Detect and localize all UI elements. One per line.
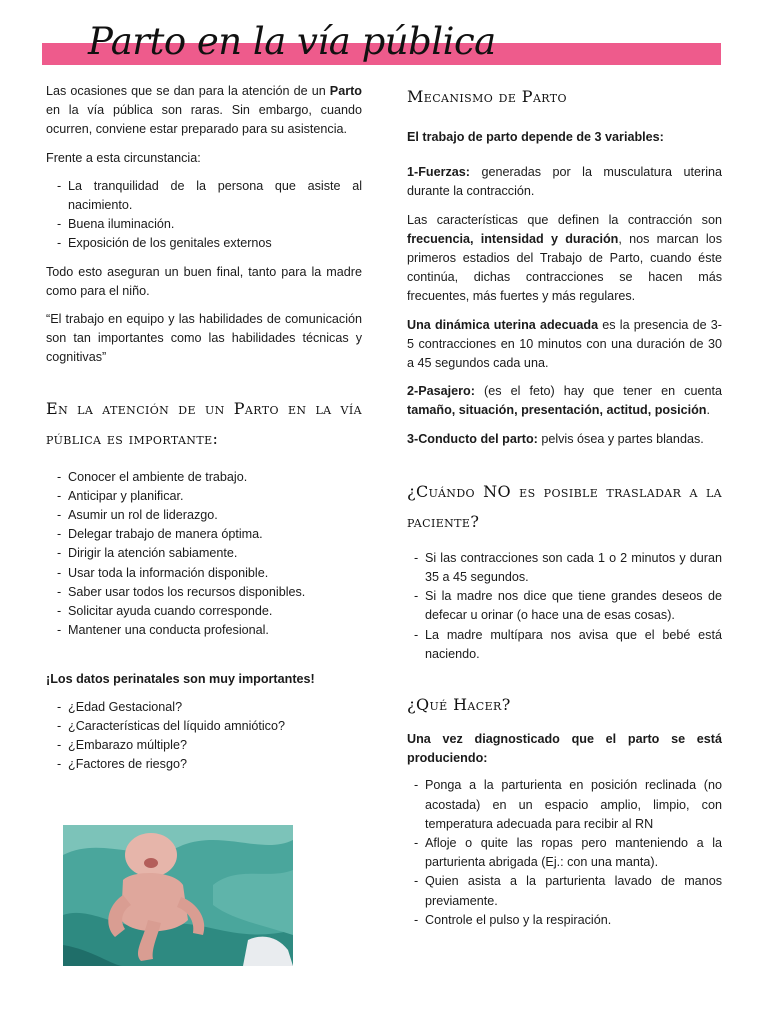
que-hacer-list — [407, 776, 722, 930]
list-item: - Dirigir la atención sabiamente. — [50, 544, 362, 563]
list-item: - Asumir un rol de liderazgo. — [50, 506, 362, 525]
que-hacer-subheading-text: Una vez diagnosticado que el parto se está produciendo: — [407, 732, 722, 766]
list-item: - ¿Embarazo múltiple? — [50, 736, 362, 755]
circumstance-text: Frente a esta circunstancia: — [46, 150, 201, 165]
list-item: - Controle el pulso y la respiración. — [407, 911, 722, 930]
list-item: - Usar toda la información disponible. — [50, 564, 362, 583]
intro-paragraph — [46, 82, 362, 140]
list-item: - Delegar trabajo de manera óptima. — [50, 525, 362, 544]
list-item: - Exposición de los genitales externos — [50, 234, 362, 253]
que-hacer-heading: ¿Qué Hacer? — [407, 695, 511, 715]
caract-bold: frecuencia, intensidad y duración — [407, 231, 619, 246]
perinatal-list — [50, 698, 362, 775]
pasajero-label: 2-Pasajero: — [407, 384, 475, 399]
list-item: - Si las contracciones son cada 1 o 2 minutos y duran 35 a 45 segundos. — [407, 549, 722, 587]
list-item: - Si la madre nos dice que tiene grandes deseos de defecar u orinar (o hace una de esas cosas). — [407, 587, 722, 625]
list-item: - Anticipar y planificar. — [50, 487, 362, 506]
conducto-text: pelvis ósea y partes blandas. — [537, 431, 704, 446]
dinamica-text: es la presencia de 3-5 contracciones en 10 minutos con una duración de 30 a 45 segundos cada una. — [407, 317, 722, 371]
important-list — [50, 468, 362, 641]
fuerzas-paragraph — [407, 163, 722, 201]
circumstance-list — [50, 177, 362, 254]
dinamica-label: Una dinámica uterina adecuada — [407, 317, 599, 332]
list-item: - La madre multípara nos avisa que el bebé está naciendo. — [407, 626, 722, 664]
mechanism-subheading-text: El trabajo de parto depende de 3 variables: — [407, 130, 664, 144]
mechanism-heading: Mecanismo de Parto — [407, 87, 567, 106]
list-item: - ¿Características del líquido amniótico? — [50, 717, 362, 736]
caracteristicas-paragraph — [407, 211, 722, 307]
pasajero-paragraph — [407, 382, 722, 420]
conducto-label: 3-Conducto del parto: — [407, 431, 538, 446]
list-item: - Mantener una conducta profesional. — [50, 621, 362, 640]
que-hacer-subheading — [407, 730, 722, 768]
list-item: - Solicitar ayuda cuando corresponde. — [50, 602, 362, 621]
intro-bold: Parto — [329, 84, 362, 98]
list-item: - La tranquilidad de la persona que asiste al nacimiento. — [50, 177, 362, 215]
mechanism-subheading — [407, 128, 722, 147]
pasajero-end: . — [706, 403, 711, 418]
pasajero-bold: tamaño, situación, presentación, actitud, posición — [407, 403, 707, 418]
perinatal-heading — [46, 670, 362, 689]
right-column — [407, 82, 722, 930]
outcome-text: Todo esto aseguran un buen final, tanto para la madre como para el niño. — [46, 264, 362, 298]
teamwork-quote: “El trabajo en equipo y las habilidades de comunicación son tan importantes como las habilidades técnicas y cognitivas” — [46, 312, 362, 365]
list-item: - Ponga a la parturienta en posición reclinada (no acostada) en un espacio amplio, limpio, con temperatura adecuada para recibir al RN — [407, 776, 722, 834]
perinatal-heading-text: ¡Los datos perinatales son muy importantes! — [46, 672, 315, 687]
pasajero-text: (es el feto) hay que tener en cuenta — [474, 384, 722, 399]
dinamica-paragraph — [407, 316, 722, 374]
left-column — [46, 82, 362, 774]
list-item: - Afloje o quite las ropas pero manteniendo a la parturienta abrigada (Ej.: con una manta). — [407, 834, 722, 872]
list-item: - Quien asista a la parturienta lavado de manos previamente. — [407, 872, 722, 910]
page-title: Parto en la vía pública — [88, 20, 496, 63]
newborn-photo — [63, 825, 293, 966]
cuando-heading: ¿Cuándo NO es posible trasladar a la paciente? — [407, 481, 722, 531]
fuerzas-label: 1-Fuerzas: — [407, 165, 470, 180]
cuando-list — [407, 549, 722, 664]
newborn-illustration — [63, 825, 293, 966]
intro-text: Las ocasiones que se dan para la atención de un — [46, 84, 330, 98]
list-item: - ¿Factores de riesgo? — [50, 755, 362, 774]
caract-text-end: , nos marcan los primeros estadios del Trabajo de Parto, cuando éste continúa, dichas contracciones se hacen más frecuentes, más fuertes y más regulares. — [407, 231, 722, 304]
intro-text-end: en la vía pública son raras. Sin embargo, cuando ocurren, conviene estar preparado para su asistencia. — [46, 103, 362, 137]
conducto-paragraph — [407, 430, 722, 449]
caract-text: Las características que definen la contracción son — [407, 212, 722, 227]
list-item: - ¿Edad Gestacional? — [50, 698, 362, 717]
fuerzas-text: generadas por la musculatura uterina durante la contracción. — [407, 165, 722, 199]
list-item: - Buena iluminación. — [50, 215, 362, 234]
list-item: - Saber usar todos los recursos disponibles. — [50, 583, 362, 602]
important-heading: En la atención de un Parto en la vía pública es importante: — [46, 398, 362, 448]
list-item: - Conocer el ambiente de trabajo. — [50, 468, 362, 487]
